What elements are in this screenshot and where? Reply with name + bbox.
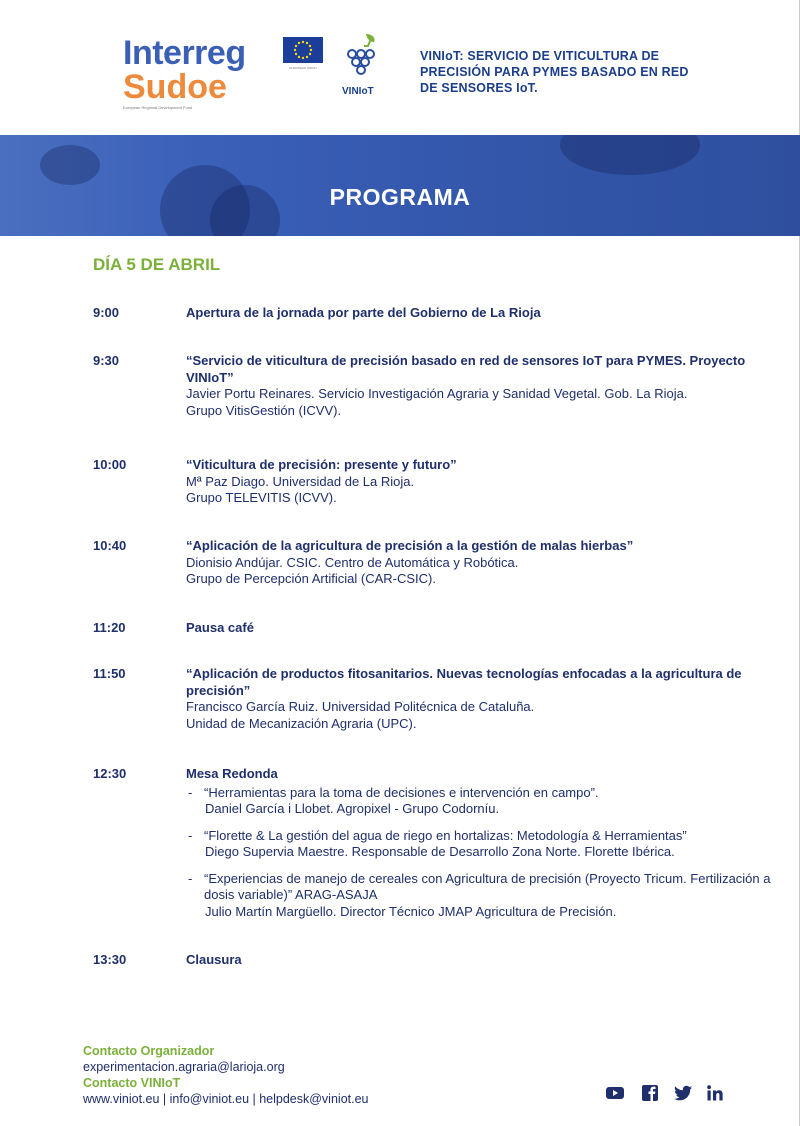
schedule-item xyxy=(186,457,776,507)
round-table-speaker: Diego Supervia Maestre. Responsable de Desarrollo Zona Norte. Florette Ibérica. xyxy=(205,844,675,859)
linkedin-icon[interactable] xyxy=(706,1084,724,1102)
schedule-item xyxy=(186,538,776,588)
facebook-icon[interactable] xyxy=(641,1084,659,1102)
interreg-sudoe-logo xyxy=(123,36,246,110)
session-title: Mesa Redonda xyxy=(186,766,278,781)
twitter-icon[interactable] xyxy=(673,1084,691,1102)
grape-cluster-icon xyxy=(338,32,388,86)
round-table-item xyxy=(186,871,776,921)
interreg-subtitle: European Regional Development Fund xyxy=(123,105,193,110)
round-table-speaker: Julio Martín Margüello. Director Técnico JMAP Agricultura de Precisión. xyxy=(205,903,617,919)
time-label: 13:30 xyxy=(93,952,127,967)
session-title: “Viticultura de precisión: presente y futuro” xyxy=(186,457,457,472)
viniot-logo xyxy=(338,32,388,100)
dash-bullet: - xyxy=(188,827,193,843)
schedule-item xyxy=(186,766,776,920)
session-title: Apertura de la jornada por parte del Gobierno de La Rioja xyxy=(186,305,541,320)
day-title: DÍA 5 DE ABRIL xyxy=(93,255,221,274)
session-title: “Aplicación de productos fitosanitarios. Nuevas tecnologías enfocadas a la agricultura de precisión” xyxy=(186,666,742,698)
header-title: VINIoT: SERVICIO DE VITICULTURA DE PRECISIÓN PARA PYMES BASADO EN RED DE SENSORES IoT. xyxy=(420,49,689,95)
interreg-word: Interreg xyxy=(123,34,246,72)
youtube-icon[interactable] xyxy=(605,1084,623,1102)
schedule-item xyxy=(186,666,746,732)
contact-organizer-label: Contacto Organizador xyxy=(83,1044,215,1058)
session-title: “Servicio de viticultura de precisión basado en red de sensores IoT para PYMES. Proyecto VINIoT” xyxy=(186,353,746,385)
schedule-item xyxy=(186,952,776,969)
round-table-item xyxy=(186,785,776,818)
sudoe-word: Sudoe xyxy=(123,68,227,106)
time-label: 9:00 xyxy=(93,305,120,320)
time-label: 10:00 xyxy=(93,457,127,472)
organizer-email-link[interactable]: experimentacion.agraria@larioja.org xyxy=(83,1060,285,1074)
time-label: 9:30 xyxy=(93,353,120,368)
schedule-item xyxy=(186,353,776,419)
footer-contacts xyxy=(83,1043,369,1107)
speaker-line: Grupo TELEVITIS (ICVV). xyxy=(186,490,337,505)
speaker-line: Francisco García Ruiz. Universidad Politécnica de Cataluña. xyxy=(186,699,535,714)
round-table-topic: “Experiencias de manejo de cereales con Agricultura de precisión (Proyecto Tricum. Fertilización a dosis variable)” ARAG-ASAJA xyxy=(204,870,771,902)
time-label: 11:50 xyxy=(93,666,126,681)
session-title: Pausa café xyxy=(186,620,254,635)
contact-viniot-label: Contacto VINIoT xyxy=(83,1076,181,1090)
round-table-topic: “Herramientas para la toma de decisiones e intervención en campo”. xyxy=(204,784,599,800)
round-table-topic: “Florette & La gestión del agua de riego en hortalizas: Metodología & Herramientas” xyxy=(204,827,687,843)
time-label: 11:20 xyxy=(93,620,126,635)
schedule-item xyxy=(186,620,776,637)
speaker-line: Grupo VitisGestión (ICVV). xyxy=(186,402,342,418)
speaker-line: Dionisio Andújar. CSIC. Centro de Automática y Robótica. xyxy=(186,554,519,570)
viniot-links[interactable]: www.viniot.eu | info@viniot.eu | helpdesk@viniot.eu xyxy=(83,1092,369,1106)
round-table-item xyxy=(186,828,776,861)
speaker-line: Javier Portu Reinares. Servicio Investigación Agraria y Sanidad Vegetal. Gob. La Rioja. xyxy=(186,386,688,401)
speaker-line: Mª Paz Diago. Universidad de La Rioja. xyxy=(186,473,415,489)
round-table-speaker: Daniel García i Llobet. Agropixel - Grupo Codorníu. xyxy=(205,801,500,816)
time-label: 12:30 xyxy=(93,766,127,781)
dash-bullet: - xyxy=(188,870,193,886)
session-title: “Aplicación de la agricultura de precisión a la gestión de malas hierbas” xyxy=(186,538,634,553)
dash-bullet: - xyxy=(188,784,193,800)
banner-title: PROGRAMA xyxy=(329,184,471,210)
eu-flag-icon xyxy=(283,37,323,63)
eu-caption: EUROPEAN UNION xyxy=(289,66,317,70)
session-title: Clausura xyxy=(186,952,242,967)
time-label: 10:40 xyxy=(93,538,127,553)
speaker-line: Grupo de Percepción Artificial (CAR-CSIC). xyxy=(186,571,436,586)
schedule-item xyxy=(186,305,776,322)
speaker-line: Unidad de Mecanización Agraria (UPC). xyxy=(186,715,417,731)
viniot-logo-text: VINIoT xyxy=(342,86,374,97)
